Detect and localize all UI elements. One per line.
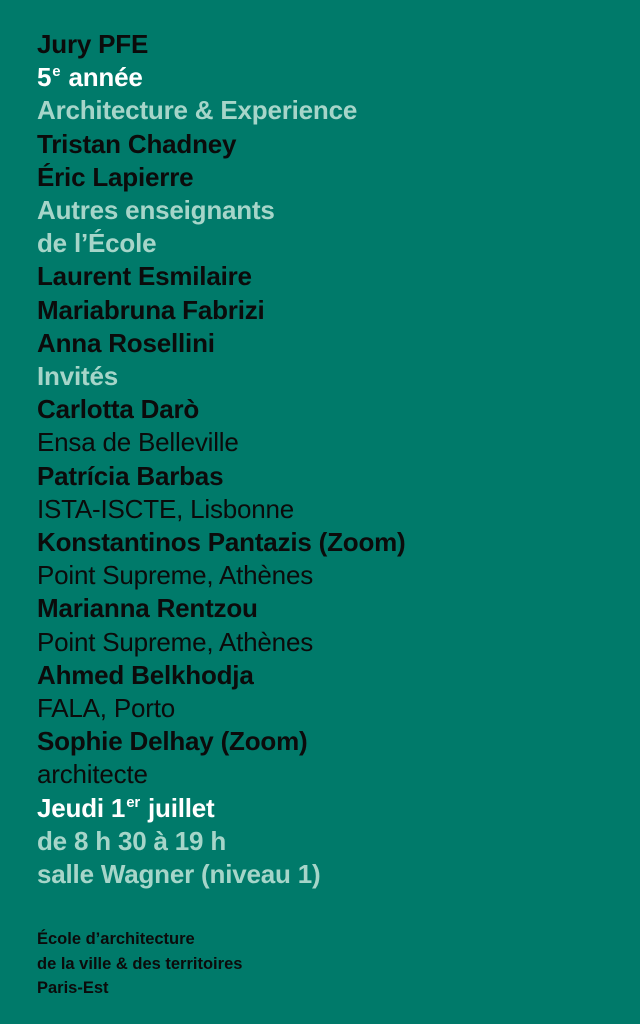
- year-number: 5: [37, 62, 52, 93]
- event-day-superscript: er: [126, 793, 140, 811]
- event-room: salle Wagner (niveau 1): [37, 859, 321, 890]
- guest-name: Ahmed Belkhodja: [37, 659, 254, 690]
- year-line: [37, 61, 617, 94]
- event-date: [37, 792, 617, 825]
- guest-affiliation: Point Supreme, Athènes: [37, 626, 314, 657]
- guest-affiliation: Point Supreme, Athènes: [37, 560, 314, 591]
- teacher-name: Laurent Esmilaire: [37, 261, 252, 292]
- event-day: Jeudi 1: [37, 792, 126, 823]
- other-teachers-heading: Autres enseignants: [37, 195, 275, 226]
- event-time: de 8 h 30 à 19 h: [37, 825, 227, 856]
- guest-name: Patrícia Barbas: [37, 460, 224, 491]
- page-title: Jury PFE: [37, 29, 149, 59]
- year-word: année: [68, 62, 143, 93]
- teacher-name: Anna Rosellini: [37, 327, 215, 358]
- guest-name: Konstantinos Pantazis (Zoom): [37, 527, 406, 558]
- teacher-name: Mariabruna Fabrizi: [37, 294, 265, 325]
- guests-heading: Invités: [37, 361, 118, 392]
- guest-affiliation: architecte: [37, 759, 148, 790]
- poster-content: [37, 28, 617, 891]
- guest-affiliation: FALA, Porto: [37, 693, 175, 724]
- guest-name: Marianna Rentzou: [37, 593, 258, 624]
- school-name-line1: École d’architecture: [37, 930, 195, 948]
- other-teachers-heading-cont: de l’École: [37, 228, 157, 259]
- member-name: Tristan Chadney: [37, 128, 237, 159]
- guest-name: Sophie Delhay (Zoom): [37, 726, 308, 757]
- event-month: juillet: [148, 792, 215, 823]
- year-superscript: e: [52, 63, 61, 81]
- school-footer: [37, 927, 437, 1001]
- member-name: Éric Lapierre: [37, 161, 194, 192]
- school-name-line2: de la ville & des territoires: [37, 954, 243, 973]
- guest-name: Carlotta Darò: [37, 394, 200, 425]
- guest-affiliation: ISTA-ISCTE, Lisbonne: [37, 493, 295, 524]
- guest-affiliation: Ensa de Belleville: [37, 427, 239, 458]
- school-name-line3: Paris-Est: [37, 979, 109, 997]
- architecture-heading: Architecture & Experience: [37, 95, 358, 126]
